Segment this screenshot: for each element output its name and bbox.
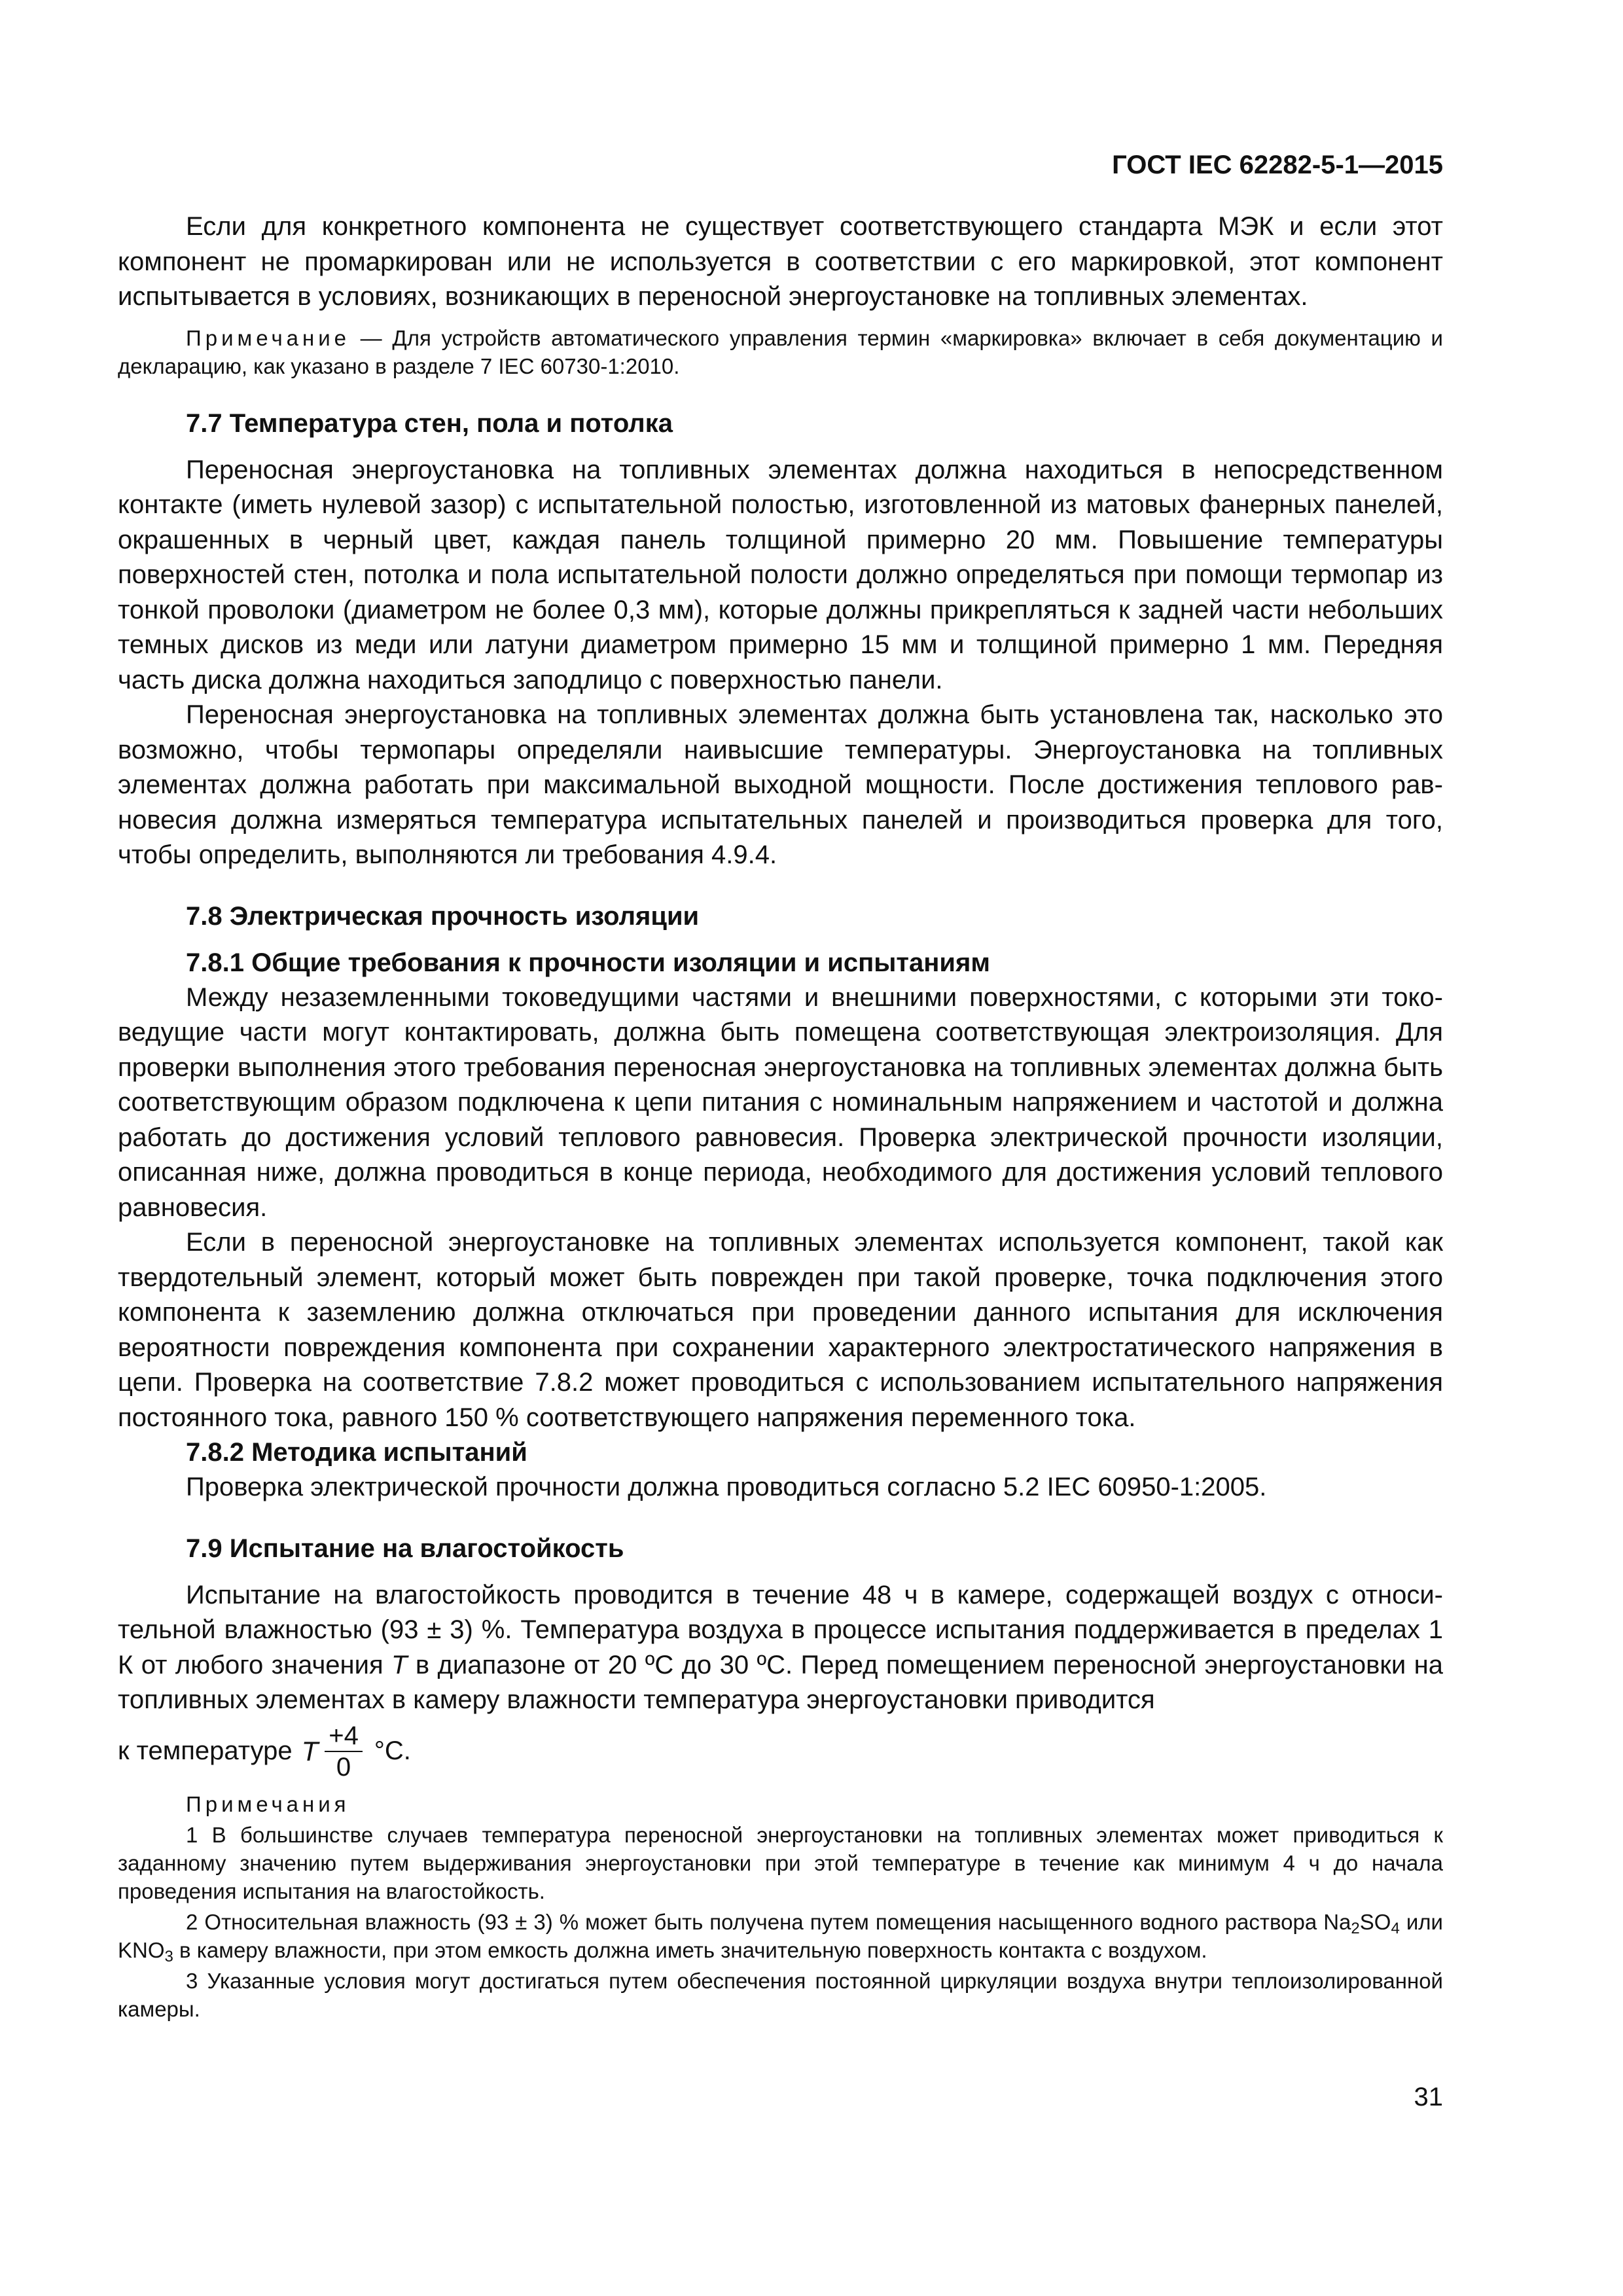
- note-2-subscript-2: 4: [1391, 1919, 1400, 1937]
- notes-label: Примечания: [186, 1791, 350, 1816]
- section-7-9-title: 7.9 Испытание на влагостойкость: [186, 1534, 624, 1563]
- section-7-9-text-b: в диапазоне от 20 ºС до 30 ºС. Перед помещением переносной энергоустановки на топливных элементах в камеру влажности температура энергоустановки приводится: [118, 1650, 1444, 1714]
- note-3: 3 Указанные условия могут достигаться путем обеспечения постоянной циркуляции воздуха внутри теплоизолированной камеры.: [118, 1968, 1443, 2021]
- formula-unit: °С.: [374, 1736, 411, 1765]
- note-dash: —: [350, 325, 393, 350]
- section-7-8-1-title: 7.8.1 Общие требования к прочности изоляции и испытаниям: [186, 948, 990, 977]
- section-7-8-1-paragraph-2: Если в переносной энергоустановке на топливных элементах используется компонент, такой как твердотельный элемент, который может быть поврежден при такой проверке, точка подключения этого компонента к заземлению должна отключаться при проведении данного испытания для исключения вероятности повреждения компонента при сохранении характерного электростатического напряжения в цепи. Проверка на соответствие 7.8.2 может проводиться с использованием испытательного напряжения постоянного тока, равного 150 % соответствующего напряжения переменного тока.: [118, 1228, 1443, 1432]
- section-7-7-paragraph-2: Переносная энергоустановка на топливных элементах должна быть установлена так, насколько это возможно, чтобы термопары определяли наивысшие температуры. Энергоустановка на топливных элементах должна работать при максимальной выходной мощности. После достижения теплового равновесия должна измеряться температура испытательных панелей и производиться проверка для того, чтобы определить, выполняются ли требования 4.9.4.: [118, 700, 1443, 869]
- tolerance-lower: 0: [336, 1752, 351, 1782]
- intro-note: [118, 324, 1443, 380]
- section-7-8-title: 7.8 Электрическая прочность изоляции: [186, 901, 700, 931]
- note-2-text-a: 2 Относительная влажность (93 ± 3) % может быть получена путем помещения насыщенного водного раствора Na: [186, 1909, 1351, 1934]
- note-label: Примечание: [186, 325, 351, 350]
- note-2-text-d: в камеру влажности, при этом емкость должна иметь значительную поверхность контакта с воздухом.: [173, 1937, 1207, 1962]
- section-7-8-2-title: 7.8.2 Методика испытаний: [186, 1438, 527, 1467]
- note-2-text-b: SO: [1359, 1909, 1391, 1934]
- section-7-8-1-paragraph-1: Между незаземленными токоведущими частями и внешними поверхностями, с которыми эти токоведущие части могут контактировать, должна быть помещена соответствующая электроизоляция. Для проверки выполнения этого требования переносная энергоустановка на топливных элементах должна быть соответствующим образом подключена к цепи питания с номинальным напряжением и частотой и должна работать до достижения условий теплового равновесия. Проверка электрической прочности изоляции, описанная ниже, должна проводиться в конце периода, необходимого для достижения условий теплового равновесия.: [118, 982, 1443, 1222]
- temperature-formula: [302, 1721, 411, 1782]
- tolerance-fraction: [325, 1721, 363, 1782]
- note-text: Для устройств автоматического управления термин «маркировка» включает в себя документацию и декларацию, как указано в разделе 7 IEC 60730-1:2010.: [118, 325, 1443, 378]
- section-7-9-text-a: Испытание на влагостойкость проводится в течение 48 ч в камере, содержащей воздух с относительной влажностью (93 ± 3) %. Температура воздуха в процессе испытания поддерживается в пределах 1 К от любого значения: [118, 1580, 1443, 1679]
- section-7-7-title: 7.7 Температура стен, пола и потолка: [186, 408, 673, 438]
- section-7-8-2-paragraph: Проверка электрической прочности должна проводиться согласно 5.2 IEC 60950-1:2005.: [186, 1473, 1267, 1501]
- standard-designation: ГОСТ IEC 62282-5-1—2015: [1112, 151, 1443, 179]
- formula-prefix: к температуре: [118, 1736, 293, 1765]
- note-2-subscript-1: 2: [1351, 1919, 1360, 1937]
- temperature-formula-line: [118, 1721, 1443, 1782]
- temperature-variable: T: [391, 1650, 408, 1679]
- note-2: [118, 1908, 1443, 1964]
- tolerance-upper: +4: [325, 1721, 363, 1752]
- note-1: 1 В большинстве случаев температура переносной энергоустановки на топливных элементах может приводиться к заданному значению путем выдерживания энергоустановки при этой температуре в течение как минимум 4 ч до начала проведения испытания на влагостойкость.: [118, 1822, 1443, 1903]
- formula-variable: T: [301, 1735, 319, 1767]
- section-7-7-paragraph-1: Переносная энергоустановка на топливных элементах должна находиться в непосредственном контакте (иметь нулевой зазор) с испытательной полостью, изготовленной из матовых фанерных панелей, окрашенных в черный цвет, каждая панель толщиной примерно 20 мм. Повышение температуры поверхностей стен, потолка и пола испытательной полости должно определяться при помощи термопар из тонкой проволоки (диаметром не более 0,3 мм), которые должны прикрепляться к задней части небольших темных дисков из меди или латуни диаметром примерно 15 мм и толщиной примерно 1 мм. Передняя часть диска должна находиться заподлицо с поверхностью панели.: [118, 455, 1443, 694]
- note-2-subscript-3: 3: [164, 1947, 173, 1965]
- page-number: 31: [1414, 2083, 1443, 2111]
- note-2-text-c: или KNO: [118, 1909, 1443, 1962]
- intro-paragraph: Если для конкретного компонента не существует соответствующего стандарта МЭК и если этот компонент не промаркирован или не используется в соответствии с его маркировкой, этот компонент испытывается в условиях, возникающих в переносной энергоустановке на топливных элементах.: [118, 212, 1443, 311]
- section-7-9-paragraph: [118, 1578, 1443, 1718]
